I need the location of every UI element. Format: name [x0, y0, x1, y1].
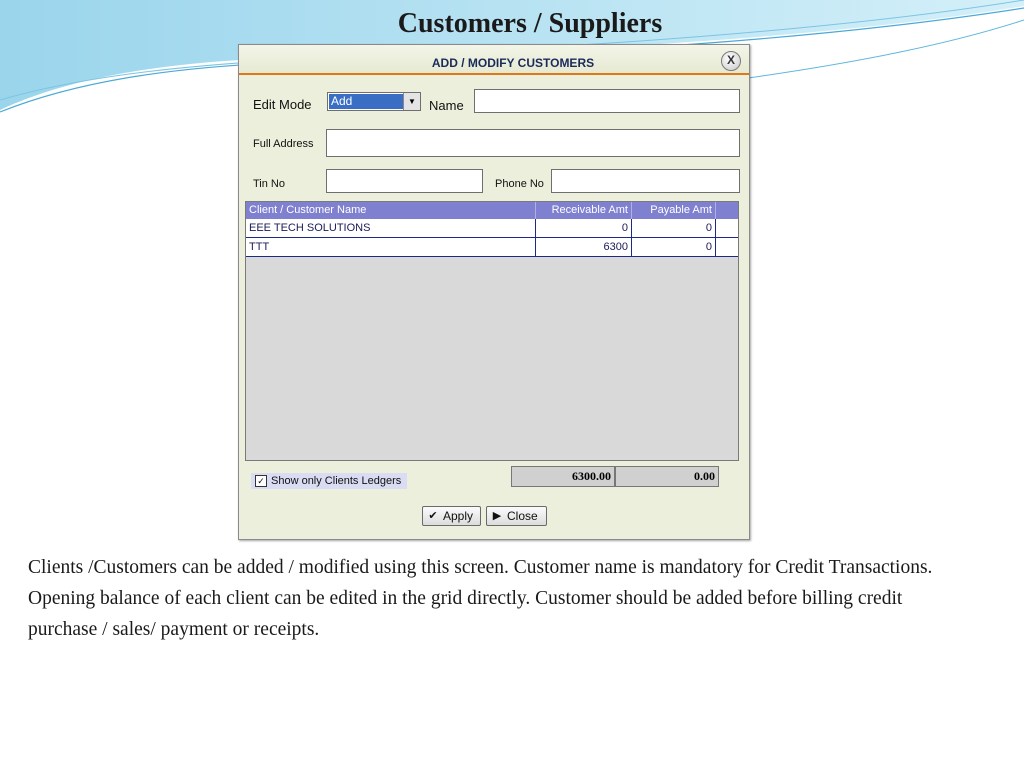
dialog-title-bar	[239, 45, 749, 75]
cell-customer-name[interactable]: EEE TECH SOLUTIONS	[246, 219, 536, 237]
phone-no-label: Phone No	[495, 178, 544, 190]
close-label: Close	[507, 509, 538, 523]
table-row[interactable]	[246, 238, 738, 257]
name-label: Name	[429, 98, 464, 113]
show-only-clients-label: Show only Clients Ledgers	[271, 475, 402, 487]
total-receivable: 6300.00	[511, 466, 615, 487]
slide-title: Customers / Suppliers	[397, 8, 663, 39]
cell-payable-amt[interactable]: 0	[634, 219, 716, 237]
close-button[interactable]	[486, 506, 547, 526]
dialog-title: ADD / MODIFY CUSTOMERS	[431, 56, 595, 70]
table-row[interactable]	[246, 219, 738, 238]
edit-mode-select[interactable]	[327, 92, 421, 111]
grid-header-row	[246, 202, 738, 219]
name-input[interactable]	[474, 89, 740, 113]
cell-receivable-amt[interactable]: 0	[538, 219, 632, 237]
apply-check-icon: ✔	[428, 510, 438, 522]
edit-mode-value: Add	[329, 94, 403, 109]
full-address-label: Full Address	[253, 138, 314, 150]
edit-mode-label: Edit Mode	[253, 97, 312, 112]
description-text: Clients /Customers can be added / modified using this screen. Customer name is mandatory for Credit Transactions. Opening balance of each client can be edited in the grid directly. Customer should be added before billing credit purchase / sales/ payment or receipts.	[28, 557, 933, 640]
cell-receivable-amt[interactable]: 6300	[538, 238, 632, 256]
full-address-input[interactable]	[326, 129, 740, 157]
phone-no-input[interactable]	[551, 169, 740, 193]
tin-no-input[interactable]	[326, 169, 483, 193]
column-header-receivable[interactable]: Receivable Amt	[538, 202, 632, 219]
exit-door-icon: ▶	[492, 510, 502, 522]
add-modify-customers-dialog	[238, 44, 750, 540]
cell-customer-name[interactable]: TTT	[246, 238, 536, 256]
dialog-close-icon[interactable]: X	[721, 51, 741, 71]
cell-payable-amt[interactable]: 0	[634, 238, 716, 256]
chevron-down-icon[interactable]: ▼	[403, 93, 420, 110]
total-payable: 0.00	[615, 466, 719, 487]
column-header-payable[interactable]: Payable Amt	[634, 202, 716, 219]
checkbox-checked-icon[interactable]: ✓	[255, 475, 267, 487]
column-header-name[interactable]: Client / Customer Name	[246, 202, 536, 219]
apply-button[interactable]	[422, 506, 481, 526]
apply-label: Apply	[443, 509, 474, 523]
customers-grid[interactable]	[245, 201, 739, 461]
show-only-clients-checkbox[interactable]	[251, 473, 407, 489]
tin-no-label: Tin No	[253, 178, 285, 190]
